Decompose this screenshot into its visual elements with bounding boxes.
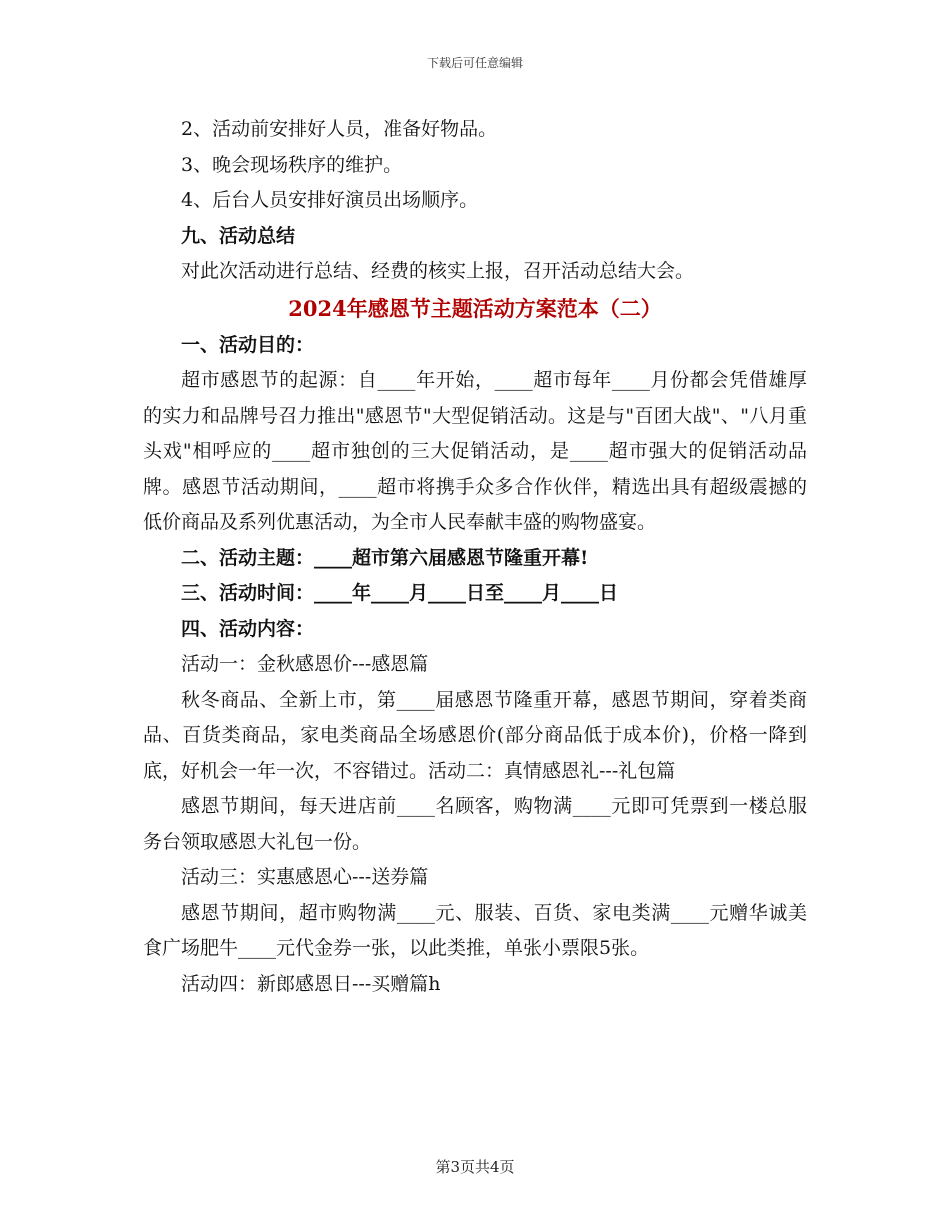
document-body (143, 112, 807, 1002)
paragraph-section-9-heading: 九、活动总结 (181, 224, 296, 247)
paragraph-item-2: 2、活动前安排好人员，准备好物品。 (181, 118, 498, 140)
paragraph-item-4: 4、后台人员安排好演员出场顺序。 (181, 189, 479, 211)
paragraph-section-1-body: 超市感恩节的起源：自____年开始，____超市每年____月份都会凭借雄厚的实力和品牌号召力推出"感恩节"大型促销活动。这是与"百团大战"、"八月重头戏"相呼应的____超市独创的三大促销活动，是____超市强大的促销活动品牌。感恩节活动期间，____超市将携手众多合作伙伴，精选出具有超级震撼的低价商品及系列优惠活动，为全市人民奉献丰盛的购物盛宴。 (143, 369, 807, 533)
paragraph-activity-2-body: 感恩节期间，每天进店前____名顾客，购物满____元即可凭票到一楼总服务台领取感恩大礼包一份。 (143, 795, 807, 853)
paragraph-activity-1-body: 秋冬商品、全新上市，第____届感恩节隆重开幕，感恩节期间，穿着类商品、百货类商品，家电类商品全场感恩价(部分商品低于成本价)，价格一降到底，好机会一年一次，不容错过。活动二：真情感恩礼---礼包篇 (143, 688, 807, 782)
paragraph-activity-4-title: 活动四：新郎感恩日---买赠篇h (181, 972, 441, 995)
paragraph-item-3: 3、晚会现场秩序的维护。 (181, 153, 403, 176)
paragraph-doc-title: 2024年感恩节主题活动方案范本（二） (288, 295, 662, 321)
paragraph-section-3: 三、活动时间：____年____月____日至____月____日 (181, 582, 619, 604)
paragraph-section-4-heading: 四、活动内容： (181, 617, 315, 640)
page-footer: 第3页共4页 (435, 1158, 515, 1176)
paragraph-section-2: 二、活动主题：____超市第六届感恩节隆重开幕! (181, 546, 589, 569)
paragraph-section-9-body: 对此次活动进行总结、经费的核实上报，召开活动总结大会。 (181, 260, 695, 282)
paragraph-section-1-heading: 一、活动目的： (181, 333, 315, 356)
paragraph-activity-1-title: 活动一：金秋感恩价---感恩篇 (181, 653, 429, 675)
paragraph-activity-3-body: 感恩节期间，超市购物满____元、服装、百货、家电类满____元赠华诚美食广场肥牛____元代金券一张，以此类推，单张小票限5张。 (143, 901, 807, 959)
paragraph-activity-3-title: 活动三：实惠感恩心---送券篇 (181, 866, 429, 888)
page-header: 下载后可任意编辑 (426, 56, 523, 70)
